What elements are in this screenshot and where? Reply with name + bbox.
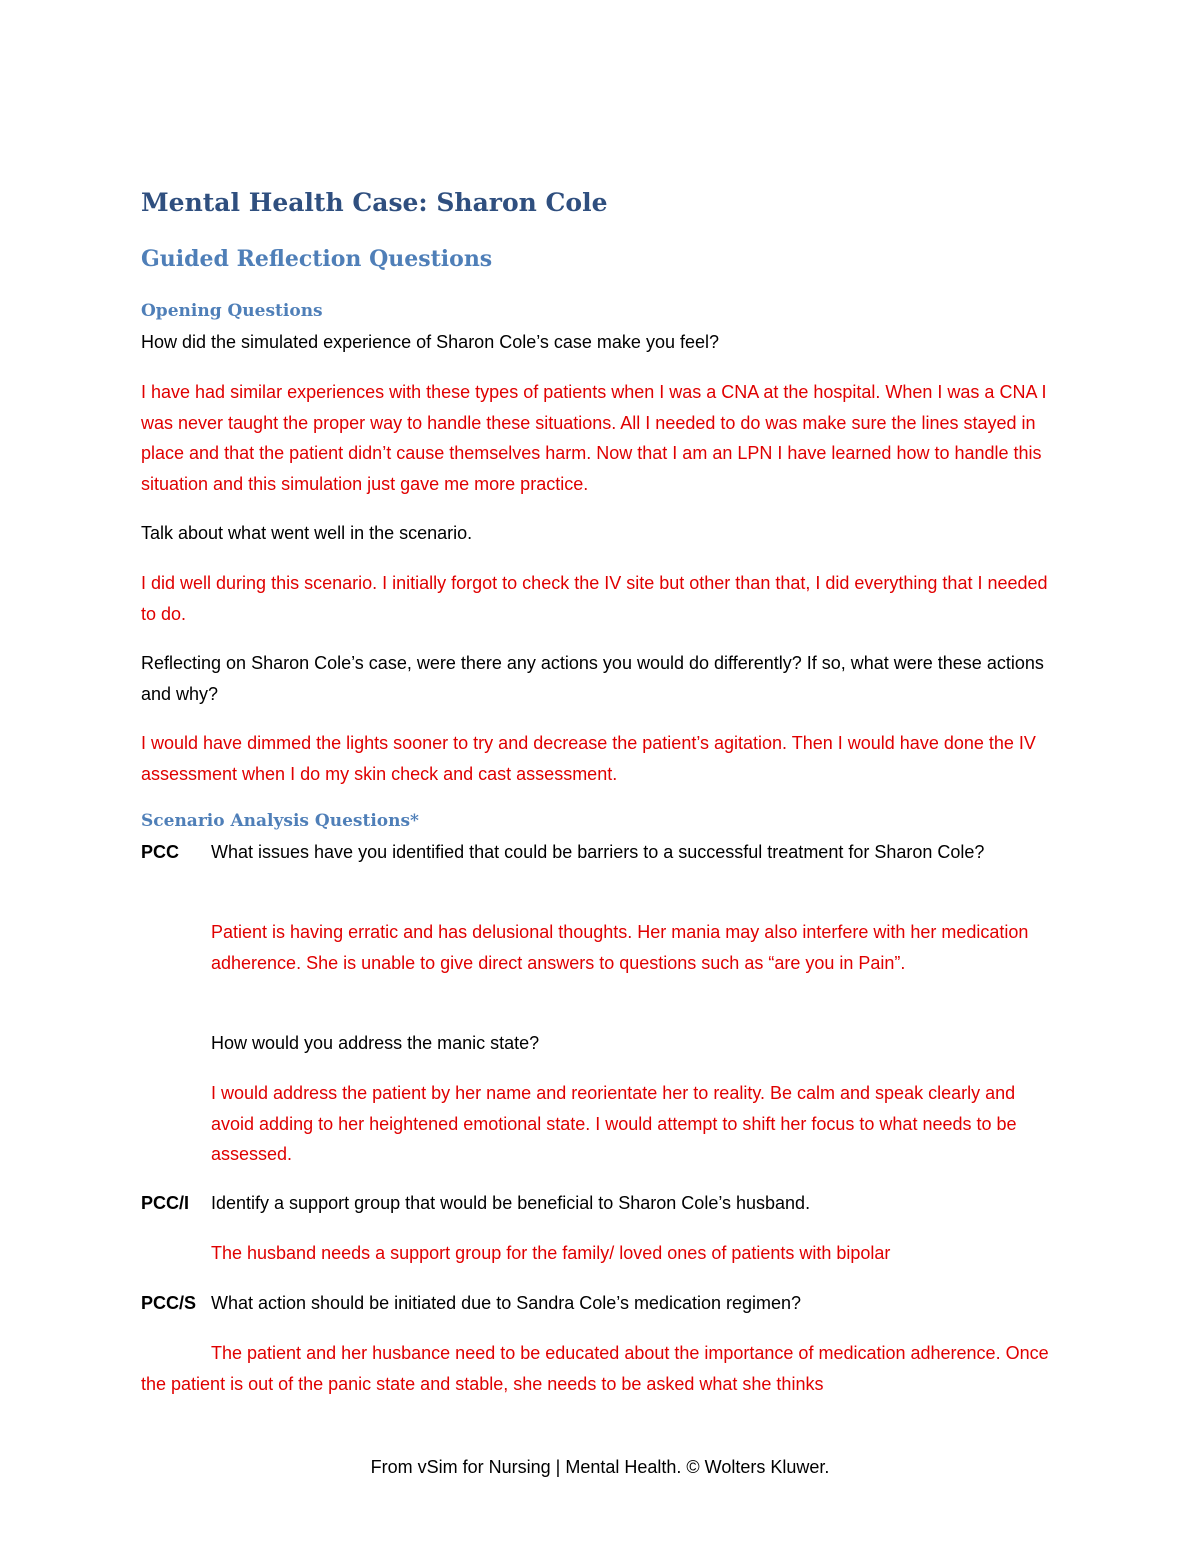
opening-questions-heading: Opening Questions — [141, 301, 323, 321]
pcc-question-2: How would you address the manic state? — [211, 1033, 540, 1053]
pccs-answer: The patient and her husbance need to be educated about the importance of medication adherence. Once the patient is out of the panic state and stable, she needs to be asked what she thinks — [141, 1343, 1049, 1394]
document-subtitle: Guided Reflection Questions — [141, 246, 493, 272]
pcc-answer-1: Patient is having erratic and has delusional thoughts. Her mania may also interfere with her medication adherence. She is unable to give direct answers to questions such as “are you in Pain”. — [211, 922, 1029, 973]
pccs-question: What action should be initiated due to Sandra Cole’s medication regimen? — [211, 1293, 802, 1313]
opening-answer-3: I would have dimmed the lights sooner to try and decrease the patient’s agitation. Then I would have done the IV assessment when I do my skin check and cast assessment. — [141, 733, 1036, 784]
opening-question-3: Reflecting on Sharon Cole’s case, were there any actions you would do differently? If so, what were these actions and why? — [141, 653, 1044, 704]
pcc-question-1: What issues have you identified that could be barriers to a successful treatment for Sharon Cole? — [211, 842, 985, 862]
scenario-analysis-heading: Scenario Analysis Questions* — [141, 811, 419, 831]
document-title: Mental Health Case: Sharon Cole — [141, 188, 608, 217]
opening-answer-1: I have had similar experiences with these types of patients when I was a CNA at the hospital. When I was a CNA I was never taught the proper way to handle these situations. All I needed to do was make sure the lines stayed in place and that the patient didn’t cause themselves harm. Now that I am an LPN I have learned how to handle this situation and this simulation just gave me more practice. — [141, 382, 1047, 494]
pcc-code-label: PCC — [141, 842, 180, 862]
pcci-code-label: PCC/I — [141, 1193, 190, 1213]
pcci-answer: The husband needs a support group for the family/ loved ones of patients with bipolar — [211, 1243, 891, 1263]
opening-question-1: How did the simulated experience of Sharon Cole’s case make you feel? — [141, 332, 719, 352]
pcc-answer-2: I would address the patient by her name and reorientate her to reality. Be calm and speak clearly and avoid adding to her heightened emotional state. I would attempt to shift her focus to what needs to be assessed. — [211, 1083, 1017, 1164]
page-footer: From vSim for Nursing | Mental Health. © Wolters Kluwer. — [370, 1457, 830, 1477]
opening-answer-2: I did well during this scenario. I initially forgot to check the IV site but other than that, I did everything that I needed to do. — [141, 573, 1048, 624]
pccs-code-label: PCC/S — [141, 1293, 197, 1313]
pcci-question: Identify a support group that would be beneficial to Sharon Cole’s husband. — [211, 1193, 811, 1213]
opening-question-2: Talk about what went well in the scenario. — [141, 523, 473, 543]
document-page — [141, 0, 1061, 1553]
